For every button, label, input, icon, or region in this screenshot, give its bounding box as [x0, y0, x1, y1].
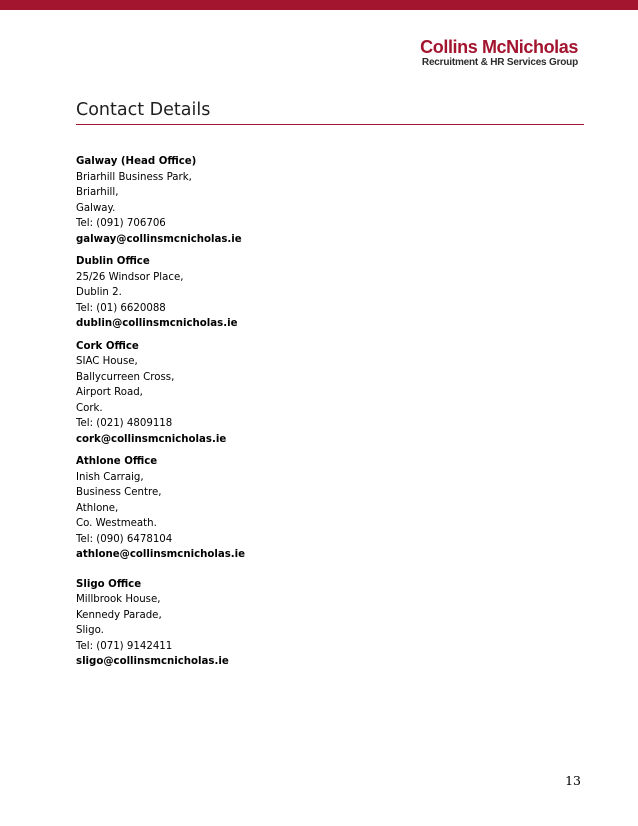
- company-logo: [420, 37, 578, 69]
- address-line: Ballycurreen Cross,: [76, 371, 175, 383]
- office-sligo: [76, 577, 556, 670]
- office-email[interactable]: athlone@collinsmcnicholas.ie: [76, 549, 246, 560]
- office-galway: [76, 154, 556, 247]
- address-line: Kennedy Parade,: [76, 609, 162, 621]
- address-line: Briarhill Business Park,: [76, 171, 192, 183]
- address-line: Athlone,: [76, 502, 119, 514]
- office-title: Athlone Office: [76, 456, 158, 467]
- address-line: Co. Westmeath.: [76, 518, 157, 529]
- office-email[interactable]: galway@collinsmcnicholas.ie: [76, 233, 242, 245]
- address-line: SIAC House,: [76, 356, 138, 367]
- office-email[interactable]: sligo@collinsmcnicholas.ie: [76, 656, 229, 667]
- office-phone: Tel: (091) 706706: [76, 218, 166, 229]
- top-accent-bar: [0, 0, 638, 10]
- office-phone: Tel: (071) 9142411: [76, 640, 173, 652]
- address-line: 25/26 Windsor Place,: [76, 271, 184, 283]
- office-athlone: [76, 454, 556, 563]
- office-dublin: [76, 254, 556, 332]
- office-email[interactable]: cork@collinsmcnicholas.ie: [76, 433, 227, 445]
- office-phone: Tel: (021) 4809118: [76, 418, 173, 429]
- office-email[interactable]: dublin@collinsmcnicholas.ie: [76, 318, 238, 329]
- address-line: Inish Carraig,: [76, 471, 144, 483]
- office-phone: Tel: (01) 6620088: [76, 302, 166, 314]
- page-title: Contact Details: [76, 100, 211, 120]
- address-line: Business Centre,: [76, 487, 162, 498]
- office-list: [76, 154, 556, 677]
- office-title: Cork Office: [76, 340, 139, 352]
- address-line: Cork.: [76, 402, 103, 414]
- office-cork: [76, 339, 556, 448]
- office-title: Dublin Office: [76, 256, 150, 267]
- page-number: 13: [565, 773, 581, 788]
- address-line: Millbrook House,: [76, 594, 161, 605]
- address-line: Airport Road,: [76, 387, 143, 398]
- title-divider: [76, 124, 584, 125]
- office-title: Sligo Office: [76, 578, 142, 590]
- logo-name: Collins McNicholas: [420, 37, 578, 57]
- address-line: Dublin 2.: [76, 287, 122, 298]
- address-line: Galway.: [76, 202, 116, 214]
- address-line: Sligo.: [76, 625, 104, 636]
- logo-tagline: Recruitment & HR Services Group: [421, 57, 578, 68]
- office-title: Galway (Head Office): [76, 156, 197, 167]
- address-line: Briarhill,: [76, 187, 119, 198]
- office-phone: Tel: (090) 6478104: [76, 533, 173, 545]
